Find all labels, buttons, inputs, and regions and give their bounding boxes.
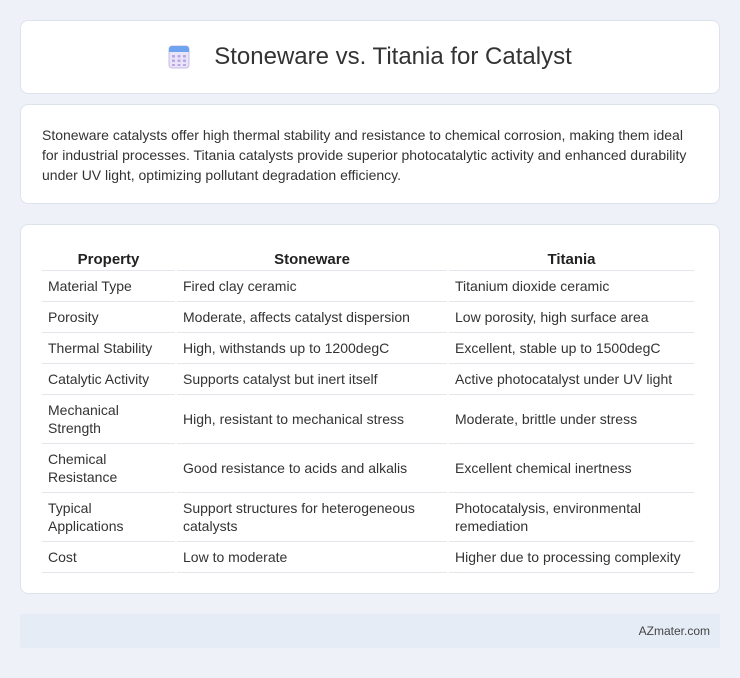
table-header-row [42, 245, 694, 271]
column-header-property: Property [42, 245, 175, 271]
table-cell: High, resistant to mechanical stress [177, 395, 447, 444]
table-cell: Cost [42, 542, 175, 573]
table-cell: Porosity [42, 302, 175, 333]
table-cell: Typical Applications [42, 493, 175, 542]
page-title [168, 43, 572, 71]
table-row [42, 302, 694, 333]
table-cell: Excellent chemical inertness [449, 444, 694, 493]
intro-card [20, 104, 720, 204]
table-cell: Low to moderate [177, 542, 447, 573]
table-cell: Low porosity, high surface area [449, 302, 694, 333]
table-cell: High, withstands up to 1200degC [177, 333, 447, 364]
table-row [42, 444, 694, 493]
comparison-table [40, 245, 696, 573]
table-cell: Catalytic Activity [42, 364, 175, 395]
table-cell: Titanium dioxide ceramic [449, 271, 694, 302]
table-cell: Moderate, affects catalyst dispersion [177, 302, 447, 333]
calculator-icon [168, 45, 190, 69]
table-row [42, 542, 694, 573]
table-cell: Excellent, stable up to 1500degC [449, 333, 694, 364]
footer-brand: AZmater.com [638, 624, 710, 638]
table-row [42, 364, 694, 395]
table-cell: Mechanical Strength [42, 395, 175, 444]
title-card [20, 20, 720, 94]
table-cell: Higher due to processing complexity [449, 542, 694, 573]
comparison-table-card [20, 224, 720, 594]
table-cell: Chemical Resistance [42, 444, 175, 493]
table-row [42, 493, 694, 542]
table-cell: Moderate, brittle under stress [449, 395, 694, 444]
table-cell: Material Type [42, 271, 175, 302]
page-title-text: Stoneware vs. Titania for Catalyst [214, 43, 572, 70]
table-row [42, 395, 694, 444]
table-cell: Active photocatalyst under UV light [449, 364, 694, 395]
table-cell: Supports catalyst but inert itself [177, 364, 447, 395]
intro-text: Stoneware catalysts offer high thermal stability and resistance to chemical corrosion, making them ideal for industrial processes. Titania catalysts provide superior photocatalytic activity and enhanced durability under UV light, optimizing pollutant degradation efficiency. [42, 127, 687, 183]
table-cell: Support structures for heterogeneous catalysts [177, 493, 447, 542]
table-cell: Fired clay ceramic [177, 271, 447, 302]
table-cell: Good resistance to acids and alkalis [177, 444, 447, 493]
column-header-titania: Titania [449, 245, 694, 271]
table-cell: Photocatalysis, environmental remediation [449, 493, 694, 542]
footer [20, 614, 720, 648]
table-row [42, 333, 694, 364]
table-row [42, 271, 694, 302]
table-cell: Thermal Stability [42, 333, 175, 364]
column-header-stoneware: Stoneware [177, 245, 447, 271]
